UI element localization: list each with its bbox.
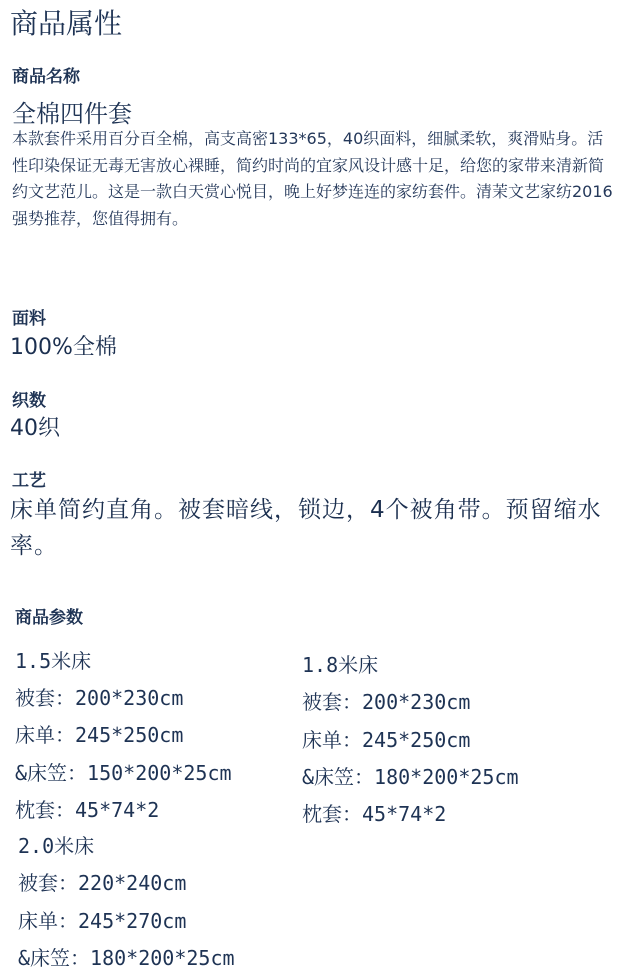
params-label: 商品参数 [15, 608, 83, 628]
craft-label: 工艺 [12, 471, 46, 491]
product-description: 本款套件采用百分百全棉，高支高密133*65，40织面料，细腻柔软，爽滑贴身。活性印染保证无毒无害放心裸睡，简约时尚的宜家风设计感十足，给您的家带来清新简约文艺范儿。这是一款白天赏心悦目，晚上好梦连连的家纺套件。清茉文艺家纺2016强势推荐，您值得拥有。 [12, 129, 613, 228]
fitted-sheet-size: &床笠：180*200*25cm [18, 946, 235, 970]
duvet-size: 被套：200*230cm [302, 690, 471, 714]
product-name-value: 全棉四件套 [12, 100, 132, 128]
duvet-size: 被套：220*240cm [18, 871, 187, 895]
duvet-size: 被套：200*230cm [15, 686, 184, 710]
fitted-sheet-size: &床笠：180*200*25cm [302, 765, 519, 789]
fitted-sheet-size: &床笠：150*200*25cm [15, 761, 232, 785]
size-title: 1.8米床 [302, 653, 379, 677]
craft-value: 床单简约直角。被套暗线，锁边，4个被角带。预留缩水率。 [10, 497, 602, 559]
fabric-value: 100%全棉 [10, 335, 117, 360]
thread-count-label: 织数 [12, 391, 46, 411]
size-title: 1.5米床 [15, 649, 92, 673]
product-name-label: 商品名称 [12, 67, 80, 87]
page-title: 商品属性 [10, 7, 123, 40]
pillowcase-size: 枕套：45*74*2 [302, 802, 447, 826]
pillowcase-size: 枕套：45*74*2 [15, 798, 160, 822]
sheet-size: 床单：245*270cm [18, 909, 187, 933]
fabric-label: 面料 [12, 309, 46, 329]
thread-count-value: 40织 [10, 416, 60, 441]
sheet-size: 床单：245*250cm [15, 723, 184, 747]
size-title: 2.0米床 [18, 834, 95, 858]
sheet-size: 床单：245*250cm [302, 728, 471, 752]
